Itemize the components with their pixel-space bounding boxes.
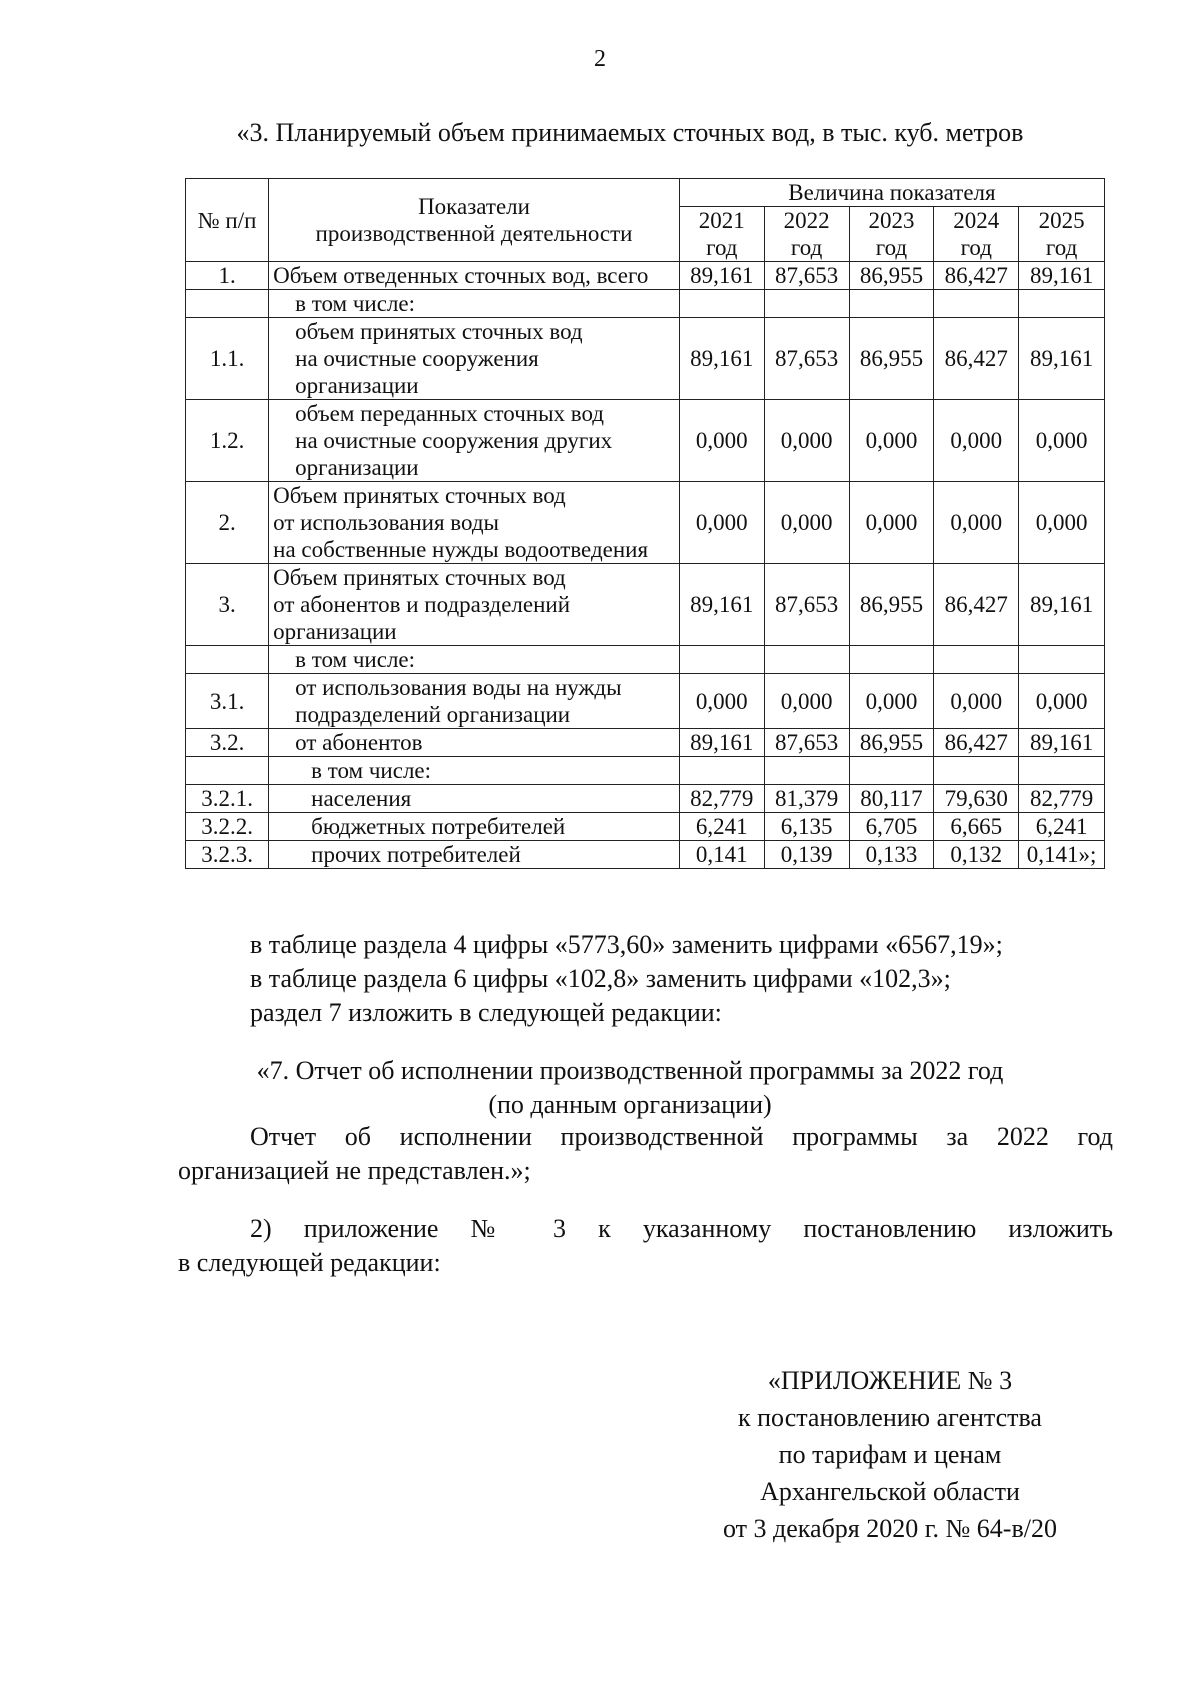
row-indicator-line: организации [295,373,419,398]
row-value: 80,117 [849,785,934,813]
amendment-line: раздел 7 изложить в следующей редакции: [250,998,722,1027]
header-year [849,207,934,262]
header-indicator-line: Показатели [418,194,530,219]
table-row [186,318,1105,400]
row-value: 6,665 [934,813,1019,841]
table-row [186,564,1105,646]
row-value: 0,133 [849,841,934,869]
row-value: 89,161 [679,262,764,290]
row-value [764,290,849,318]
row-number [186,290,269,318]
row-value [934,757,1019,785]
table-body [186,262,1105,869]
row-value: 6,135 [764,813,849,841]
row-value: 89,161 [1019,262,1105,290]
header-year-unit: год [1045,235,1078,260]
row-indicator-line: Объем принятых сточных вод [273,483,566,508]
row-value: 87,653 [764,564,849,646]
table-row [186,400,1105,482]
row-value: 79,630 [934,785,1019,813]
report-paragraph [178,1120,1113,1188]
row-value: 0,000 [679,674,764,729]
row-value: 0,132 [934,841,1019,869]
header-year [934,207,1019,262]
row-value: 0,000 [764,674,849,729]
row-indicator-line: в том числе: [311,758,432,783]
row-indicator [269,564,680,646]
row-indicator [269,318,680,400]
appendix-line: к постановлению агентства [738,1403,1042,1432]
appendix-line: Архангельской области [760,1477,1020,1506]
row-value: 86,955 [849,729,934,757]
row-value: 0,000 [849,400,934,482]
table-row [186,482,1105,564]
header-year-unit: год [960,235,992,260]
row-value [1019,290,1105,318]
row-value: 0,000 [679,400,764,482]
row-number: 2. [186,482,269,564]
row-indicator-line: от использования воды [273,510,499,535]
row-value [934,646,1019,674]
row-indicator [269,482,680,564]
row-value: 89,161 [1019,729,1105,757]
amendment-line: в таблице раздела 4 цифры «5773,60» заменить цифрами «6567,19»; [250,930,1003,959]
row-value: 0,000 [1019,400,1105,482]
row-number [186,646,269,674]
row-indicator [269,400,680,482]
row-number: 3.2.2. [186,813,269,841]
header-value-group: Величина показателя [679,179,1104,207]
appendix-reference [660,1362,1120,1547]
row-indicator-line: Объем отведенных сточных вод, всего [273,263,649,288]
row-value: 0,000 [1019,482,1105,564]
table-row [186,785,1105,813]
row-indicator-line: объем переданных сточных вод [295,401,605,426]
row-indicator-line: в том числе: [295,291,416,316]
row-value: 82,779 [1019,785,1105,813]
row-value: 86,955 [849,564,934,646]
row-indicator [269,729,680,757]
row-value: 0,141 [679,841,764,869]
row-value: 86,955 [849,318,934,400]
row-value: 87,653 [764,729,849,757]
row-value: 89,161 [679,318,764,400]
row-indicator [269,813,680,841]
row-value: 86,427 [934,318,1019,400]
table-row [186,674,1105,729]
row-number: 3.2. [186,729,269,757]
header-indicator-line: производственной деятельности [315,221,633,246]
row-value [764,646,849,674]
row-indicator-line: организации [295,455,419,480]
row-indicator [269,757,680,785]
row-number: 3.2.1. [186,785,269,813]
row-value: 0,000 [934,400,1019,482]
header-year-value: 2023 [868,208,915,233]
row-indicator-line: подразделений организации [295,702,571,727]
row-indicator [269,841,680,869]
row-indicator [269,646,680,674]
row-indicator [269,290,680,318]
row-value [679,290,764,318]
row-value: 0,000 [849,482,934,564]
row-value: 86,427 [934,564,1019,646]
row-value [679,757,764,785]
header-indicator [269,179,680,262]
header-year [679,207,764,262]
header-year-value: 2021 [698,208,745,233]
row-indicator [269,674,680,729]
row-value [849,757,934,785]
appendix-line: «ПРИЛОЖЕНИЕ № 3 [767,1366,1013,1395]
table-row [186,729,1105,757]
section7-subtitle: (по данным организации) [488,1090,772,1119]
amendments-list [250,928,1003,1030]
table-row [186,841,1105,869]
row-value: 86,427 [934,729,1019,757]
row-value: 86,427 [934,262,1019,290]
header-year [764,207,849,262]
row-value: 0,139 [764,841,849,869]
row-value: 89,161 [679,729,764,757]
row-value: 0,000 [679,482,764,564]
header-year-unit: год [706,235,738,260]
row-value: 87,653 [764,262,849,290]
appendix-paragraph [178,1212,1113,1280]
row-value: 0,000 [934,674,1019,729]
row-value: 89,161 [679,564,764,646]
row-value [1019,646,1105,674]
row-value: 0,000 [1019,674,1105,729]
row-value: 6,705 [849,813,934,841]
row-number: 1. [186,262,269,290]
amendment-line: в таблице раздела 6 цифры «102,8» заменить цифрами «102,3»; [250,964,951,993]
paragraph-line: Отчет об исполнении производственной программы за 2022 год [250,1122,1113,1151]
page-number: 2 [594,46,606,72]
row-indicator-line: от абонентов [295,730,423,755]
row-value: 0,000 [849,674,934,729]
row-value: 0,141»; [1019,841,1105,869]
row-number: 1.1. [186,318,269,400]
header-year-unit: год [790,235,823,260]
row-indicator-line: от использования воды на нужды [295,675,622,700]
wastewater-volume-table [185,178,1105,869]
section-title: «3. Планируемый объем принимаемых сточных вод, в тыс. куб. метров [236,118,1024,147]
table-row [186,813,1105,841]
row-value: 81,379 [764,785,849,813]
section7-title: «7. Отчет об исполнении производственной программы за 2022 год [256,1056,1004,1085]
paragraph-line: 2) приложение № 3 к указанному постановлению изложить [250,1214,1113,1243]
row-number: 3.1. [186,674,269,729]
row-indicator-line: объем принятых сточных вод [295,319,583,344]
header-year-value: 2024 [953,208,1000,233]
section7-heading [0,1054,1200,1122]
row-indicator [269,262,680,290]
row-indicator-line: в том числе: [295,647,416,672]
row-indicator-line: Объем принятых сточных вод [273,565,566,590]
row-value [679,646,764,674]
table-row [186,757,1105,785]
row-value: 0,000 [764,400,849,482]
row-value [934,290,1019,318]
row-indicator [269,785,680,813]
row-indicator-line: на собственные нужды водоотведения [273,537,649,562]
table-row [186,646,1105,674]
header-year-value: 2025 [1038,208,1085,233]
row-number: 3.2.3. [186,841,269,869]
row-value [764,757,849,785]
header-year-unit: год [875,235,908,260]
row-indicator-line: от абонентов и подразделений [273,592,571,617]
appendix-line: от 3 декабря 2020 г. № 64-в/20 [723,1514,1057,1543]
header-year-value: 2022 [783,208,830,233]
row-number: 3. [186,564,269,646]
row-value [1019,757,1105,785]
header-year [1019,207,1105,262]
row-value [849,646,934,674]
row-value: 0,000 [764,482,849,564]
row-value: 82,779 [679,785,764,813]
table-row [186,290,1105,318]
row-indicator-line: на очистные сооружения [295,346,539,371]
table-row [186,262,1105,290]
row-indicator-line: организации [273,619,397,644]
paragraph-line: в следующей редакции: [178,1248,441,1277]
row-value: 86,955 [849,262,934,290]
header-number: № п/п [186,179,269,262]
row-indicator-line: прочих потребителей [311,842,521,867]
row-value: 6,241 [1019,813,1105,841]
row-indicator-line: на очистные сооружения других [295,428,613,453]
row-value: 89,161 [1019,564,1105,646]
row-value: 0,000 [934,482,1019,564]
table-header-row [186,179,1105,207]
row-number: 1.2. [186,400,269,482]
row-value: 89,161 [1019,318,1105,400]
row-value: 6,241 [679,813,764,841]
row-value: 87,653 [764,318,849,400]
row-number [186,757,269,785]
paragraph-line: организацией не представлен.»; [178,1156,531,1185]
row-indicator-line: населения [311,786,412,811]
appendix-line: по тарифам и ценам [778,1440,1002,1469]
row-value [849,290,934,318]
row-indicator-line: бюджетных потребителей [311,814,566,839]
